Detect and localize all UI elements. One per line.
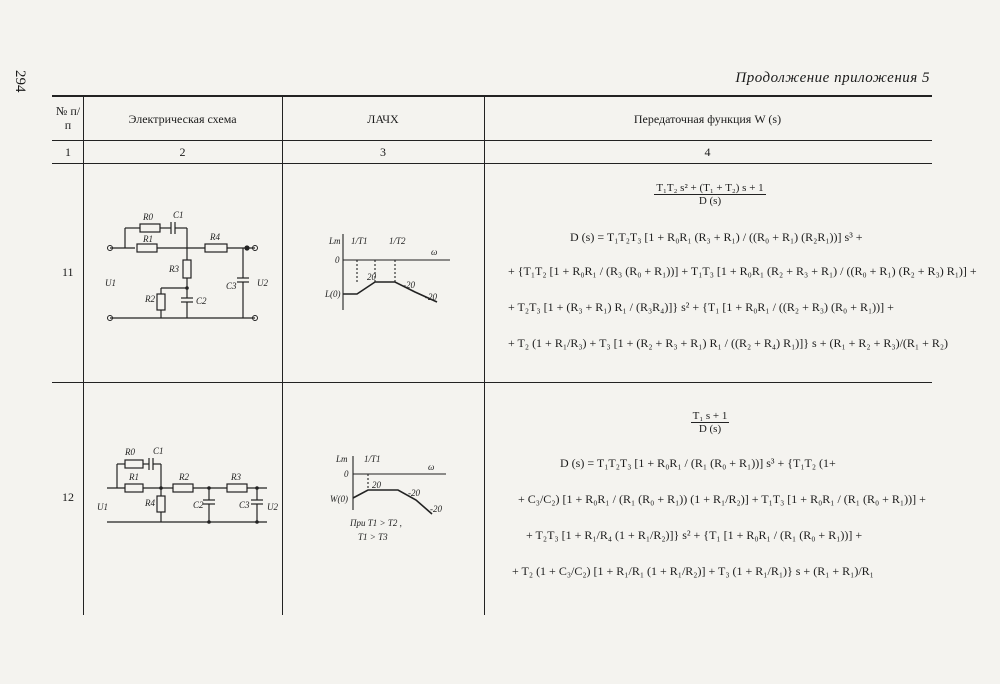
- header-schematic: Электрическая схема: [128, 112, 237, 126]
- label-r4: R4: [210, 232, 220, 242]
- label12-r2: R2: [179, 472, 189, 482]
- formula-11-line-1: D (s) = T₁T₂T₃ [1 + R₀R₁ (R₃ + R₁) / ((R₀ + R₁) (R₂R₁))] s³ +: [570, 230, 863, 244]
- header-rule: [52, 140, 932, 141]
- lachh12-zero: 0: [344, 469, 349, 479]
- formula-12-top-num: T₁ s + 1: [692, 410, 728, 422]
- row-number-11: 11: [62, 265, 74, 279]
- label-u2: U2: [257, 278, 268, 288]
- page-number: 294: [12, 70, 28, 93]
- label-c3: C3: [226, 281, 237, 291]
- lachh-12: [328, 450, 458, 550]
- formula-12-top-fraction: [691, 410, 730, 435]
- row-divider-rule: [52, 382, 932, 383]
- lachh-omega: ω: [431, 247, 438, 257]
- col-divider-2: [282, 95, 283, 615]
- formula-12-line-4: + T₂ (1 + C₃/C₂) [1 + R₁/R₁ (1 + R₁/R₂)] + T₃ (1 + R₁/R₁)} s + (R₁ + R₁)/R₁: [512, 564, 874, 578]
- label-c2: C2: [196, 296, 207, 306]
- formula-12-top-den: D (s): [698, 423, 722, 435]
- lachh12-w0: W(0): [330, 494, 348, 504]
- lachh-20: 20: [367, 272, 376, 282]
- lachh-m20b: -20: [425, 292, 437, 302]
- col-divider-1: [83, 95, 84, 615]
- col-divider-3: [484, 95, 485, 615]
- lachh12-note2: T1 > T3: [358, 532, 388, 542]
- formula-11-line-2: + {T₁T₂ [1 + R₀R₁ / (R₃ (R₀ + R₁))] + T₁T₃ [1 + R₀R₁ (R₂ + R₃ + R₁) / ((R₀ + R₁) (R₂ + R₃) R₁)] +: [508, 264, 977, 278]
- label-u1: U1: [105, 278, 116, 288]
- lachh-zero: 0: [335, 255, 340, 265]
- lachh-t1: 1/T1: [351, 236, 368, 246]
- header-lachh: ЛАЧХ: [367, 112, 399, 126]
- formula-12-line-3: + T₂T₃ [1 + R₁/R₄ (1 + R₁/R₂)]} s² + {T₁ [1 + R₀R₁ / (R₁ (R₀ + R₁))] +: [526, 528, 863, 542]
- label12-u1: U1: [97, 502, 108, 512]
- label12-c2: C2: [193, 500, 204, 510]
- lachh-lm: Lm: [329, 236, 341, 246]
- label12-r4: R4: [145, 498, 155, 508]
- colnum-4: 4: [704, 145, 711, 159]
- formula-12-line-2: + C₃/C₂) [1 + R₀R₁ / (R₁ (R₀ + R₁)) (1 + R₁/R₂)] + T₁T₃ [1 + R₀R₁ / (R₁ (R₀ + R₁))] +: [518, 492, 926, 506]
- label-r1: R1: [143, 234, 153, 244]
- label12-c1: C1: [153, 446, 164, 456]
- row-number-12: 12: [62, 490, 74, 504]
- colnum-rule: [52, 163, 932, 164]
- label-r0: R0: [143, 212, 153, 222]
- lachh-m20a: -20: [403, 280, 415, 290]
- colnum-1: 1: [65, 145, 71, 159]
- formula-11: [490, 182, 977, 372]
- label12-r3: R3: [231, 472, 241, 482]
- lachh12-omega: ω: [428, 462, 435, 472]
- lachh-l0: L(0): [325, 289, 341, 299]
- label12-r1: R1: [129, 472, 139, 482]
- lachh12-m20b: -20: [430, 504, 442, 514]
- formula-11-line-3: + T₂T₃ [1 + (R₃ + R₁) R₁ / (R₃R₄)]} s² + {T₁ [1 + R₀R₁ / ((R₂ + R₃) (R₀ + R₁))] +: [508, 300, 894, 314]
- label-r3: R3: [169, 264, 179, 274]
- colnum-2: 2: [179, 145, 186, 159]
- lachh12-t1: 1/T1: [364, 454, 381, 464]
- schematic-11: [95, 200, 275, 330]
- lachh12-note1: При T1 > T2 ,: [350, 518, 402, 528]
- formula-12-line-1: D (s) = T₁T₂T₃ [1 + R₀R₁ / (R₁ (R₀ + R₁))] s³ + {T₁T₂ (1+: [560, 456, 836, 470]
- header-transfer-function: Передаточная функция W (s): [633, 112, 782, 126]
- label12-u2: U2: [267, 502, 278, 512]
- formula-11-top-fraction: [654, 182, 765, 207]
- label-r2: R2: [145, 294, 155, 304]
- colnum-3: 3: [380, 145, 386, 159]
- header-num: № п/п: [55, 104, 81, 132]
- lachh12-20: 20: [372, 480, 381, 490]
- page-header: Продолжение приложения 5: [735, 70, 930, 86]
- formula-11-top-den: D (s): [698, 195, 722, 207]
- formula-11-top-num: T₁T₂ s² + (T₁ + T₂) s + 1: [656, 182, 764, 194]
- formula-12: [490, 410, 930, 600]
- lachh-11: [325, 230, 465, 320]
- table-top-rule: [52, 95, 932, 97]
- lachh12-m20a: -20: [408, 488, 420, 498]
- schematic-12: [95, 440, 278, 540]
- label12-c3: C3: [239, 500, 250, 510]
- label-c1: C1: [173, 210, 184, 220]
- lachh-t2: 1/T2: [389, 236, 406, 246]
- formula-11-line-4: + T₂ (1 + R₁/R₃) + T₃ [1 + (R₂ + R₃ + R₁) R₁ / ((R₂ + R₄) R₁)]} s + (R₁ + R₂ + R₃)/(R₁ + R₂): [508, 336, 949, 350]
- label12-r0: R0: [125, 447, 135, 457]
- lachh12-lm: Lm: [336, 454, 348, 464]
